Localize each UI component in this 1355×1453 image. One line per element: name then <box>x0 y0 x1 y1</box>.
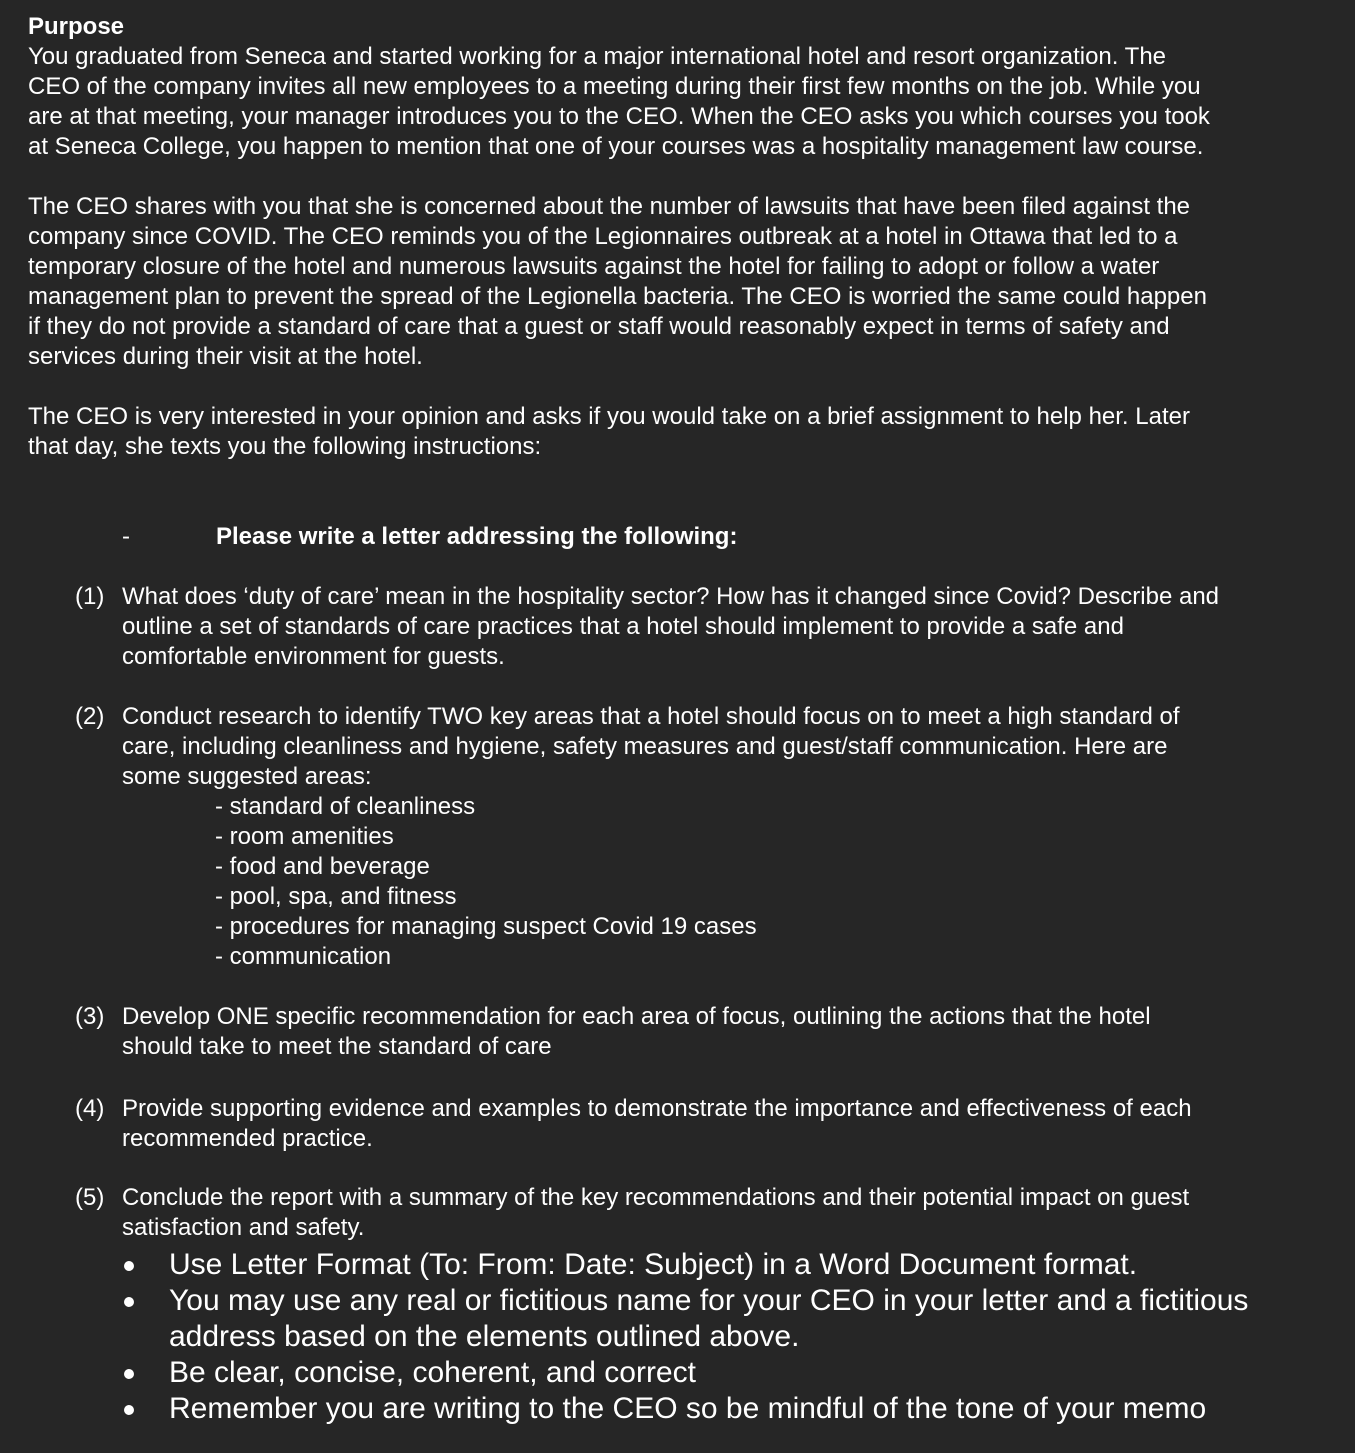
paragraph-line: are at that meeting, your manager introduces you to the CEO. When the CEO asks you which courses you took <box>28 103 1210 130</box>
suggested-area: - procedures for managing suspect Covid 19 cases <box>215 913 757 940</box>
bullet-text: Be clear, concise, coherent, and correct <box>169 1356 696 1389</box>
instruction-heading-text: Please write a letter addressing the following: <box>216 523 738 550</box>
paragraph-line: that day, she texts you the following instructions: <box>28 433 542 460</box>
bullet-item <box>122 1355 1342 1391</box>
bullet-text: address based on the elements outlined above. <box>169 1320 800 1353</box>
list-item-number: (3) <box>75 1003 105 1030</box>
list-item-line: care, including cleanliness and hygiene, safety measures and guest/staff communication. Here are <box>122 733 1168 760</box>
document-body <box>28 12 1338 462</box>
bullet-item <box>122 1391 1342 1427</box>
bullet-icon <box>124 1369 134 1379</box>
paragraph-line: company since COVID. The CEO reminds you of the Legionnaires outbreak at a hotel in Ottawa that led to a <box>28 223 1178 250</box>
list-item-line: outline a set of standards of care practices that a hotel should implement to provide a safe and <box>122 613 1124 640</box>
list-item-line: Conduct research to identify TWO key areas that a hotel should focus on to meet a high standard of <box>122 703 1180 730</box>
paragraph-line: CEO of the company invites all new employees to a meeting during their first few months on the job. While you <box>28 73 1201 100</box>
list-item-line: Conclude the report with a summary of the key recommendations and their potential impact on guest <box>122 1184 1190 1211</box>
list-item-line: some suggested areas: <box>122 763 372 790</box>
list-item-line: Develop ONE specific recommendation for each area of focus, outlining the actions that the hotel <box>122 1003 1151 1030</box>
bullet-text: You may use any real or fictitious name for your CEO in your letter and a fictitious <box>169 1284 1249 1317</box>
list-item-line: satisfaction and safety. <box>122 1214 365 1241</box>
paragraph-line: You graduated from Seneca and started working for a major international hotel and resort organization. The <box>28 43 1167 70</box>
paragraph-line: if they do not provide a standard of care that a guest or staff would reasonably expect in terms of safety and <box>28 313 1170 340</box>
list-item-number: (1) <box>75 583 105 610</box>
paragraph-line: temporary closure of the hotel and numerous lawsuits against the hotel for failing to adopt or follow a water <box>28 253 1160 280</box>
suggested-area: - communication <box>215 943 392 970</box>
paragraph-line: at Seneca College, you happen to mention that one of your courses was a hospitality management law course. <box>28 133 1204 160</box>
paragraph-concern <box>28 192 1338 372</box>
list-item-number: (5) <box>75 1184 105 1211</box>
list-item-line: comfortable environment for guests. <box>122 643 505 670</box>
bullet-item <box>122 1283 1342 1355</box>
paragraph-line: management plan to prevent the spread of the Legionella bacteria. The CEO is worried the same could happen <box>28 283 1207 310</box>
paragraph-line: services during their visit at the hotel. <box>28 343 423 370</box>
bullet-icon <box>124 1297 134 1307</box>
suggested-area: - food and beverage <box>215 853 430 880</box>
suggested-area: - pool, spa, and fitness <box>215 883 457 910</box>
paragraph-line: The CEO shares with you that she is concerned about the number of lawsuits that have been filed against the <box>28 193 1191 220</box>
page-title: Purpose <box>28 13 125 40</box>
bullet-icon <box>124 1405 134 1415</box>
paragraph-line: The CEO is very interested in your opinion and asks if you would take on a brief assignment to help her. Later <box>28 403 1190 430</box>
suggested-area: - standard of cleanliness <box>215 793 476 820</box>
dash-marker: - <box>122 523 130 550</box>
list-item-line: recommended practice. <box>122 1125 373 1152</box>
bullet-item <box>122 1247 1342 1283</box>
list-item-line: should take to meet the standard of care <box>122 1033 552 1060</box>
bullet-icon <box>124 1261 134 1271</box>
suggested-area: - room amenities <box>215 823 394 850</box>
paragraph-intro <box>28 42 1338 162</box>
bullet-text: Use Letter Format (To: From: Date: Subject) in a Word Document format. <box>169 1248 1138 1281</box>
list-item-number: (4) <box>75 1095 105 1122</box>
list-item-number: (2) <box>75 703 105 730</box>
list-item-line: What does ‘duty of care’ mean in the hospitality sector? How has it changed since Covid? Describe and <box>122 583 1220 610</box>
bullet-list <box>122 1247 1342 1427</box>
bullet-text: Remember you are writing to the CEO so be mindful of the tone of your memo <box>169 1392 1207 1425</box>
list-item-line: Provide supporting evidence and examples to demonstrate the importance and effectiveness of each <box>122 1095 1192 1122</box>
paragraph-assignment <box>28 402 1338 462</box>
